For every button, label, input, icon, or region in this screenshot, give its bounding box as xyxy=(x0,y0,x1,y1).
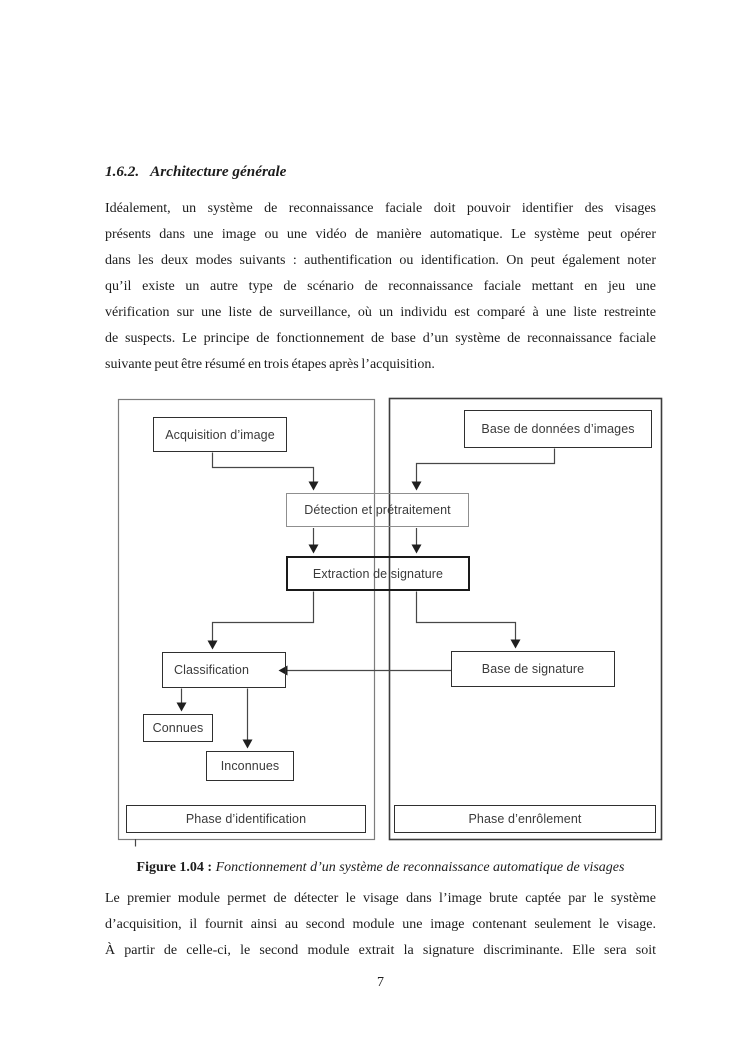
flow-box-detection: Détection et prétraitement xyxy=(286,493,469,527)
paragraph-line: suivante peut être résumé en trois étapes après l’acquisition. xyxy=(105,357,435,372)
flow-box-phase-enrolement: Phase d’enrôlement xyxy=(394,805,656,833)
flow-box-phase-identification: Phase d’identification xyxy=(126,805,366,833)
paragraph-line: présents dans une image ou une vidéo de manière automatique. Le système peut opérer xyxy=(105,227,656,242)
flow-box-extraction: Extraction de signature xyxy=(286,556,470,591)
enrolement-phase-frame xyxy=(390,399,662,840)
paragraph-line: d’acquisition, il fournit ainsi au second module une image contenant seulement le visage. xyxy=(105,917,656,932)
paragraph-line: de suspects. Le principe de fonctionnement de base d’un système de reconnaissance faciale xyxy=(105,331,656,346)
page-number: 7 xyxy=(377,975,384,990)
paragraph-line: Le premier module permet de détecter le visage dans l’image brute captée par le système xyxy=(105,891,656,906)
paragraph-line: À partir de celle-ci, le second module extrait la signature discriminante. Elle sera soit xyxy=(105,943,656,958)
paragraph-2 xyxy=(105,886,656,964)
flow-box-acquisition: Acquisition d’image xyxy=(153,417,287,452)
figure-caption xyxy=(105,856,656,880)
paragraph-line: dans les deux modes suivants : authentification ou identification. On peut également noter xyxy=(105,253,656,268)
flow-box-base-signature: Base de signature xyxy=(451,651,615,687)
flow-box-connues: Connues xyxy=(143,714,213,742)
flow-box-inconnues: Inconnues xyxy=(206,751,294,781)
flow-box-classification: Classification xyxy=(162,652,286,688)
paragraph-line: Idéalement, un système de reconnaissance faciale doit pouvoir identifier des visages xyxy=(105,201,656,216)
figure-caption-label: Figure 1.04 : xyxy=(136,860,213,875)
flow-box-base-donnees: Base de données d’images xyxy=(464,410,652,448)
section-number: 1.6.2. xyxy=(105,163,140,180)
figure-caption-text: Fonctionnement d’un système de reconnaissance automatique de visages xyxy=(215,860,625,875)
paragraph-line: qu’il existe un autre type de scénario de reconnaissance faciale mettant en jeu une xyxy=(105,279,656,294)
paragraph-line: vérification sur une liste de surveillance, où un individu est comparé à une liste restreinte xyxy=(105,305,656,320)
section-title: Architecture générale xyxy=(150,163,287,180)
